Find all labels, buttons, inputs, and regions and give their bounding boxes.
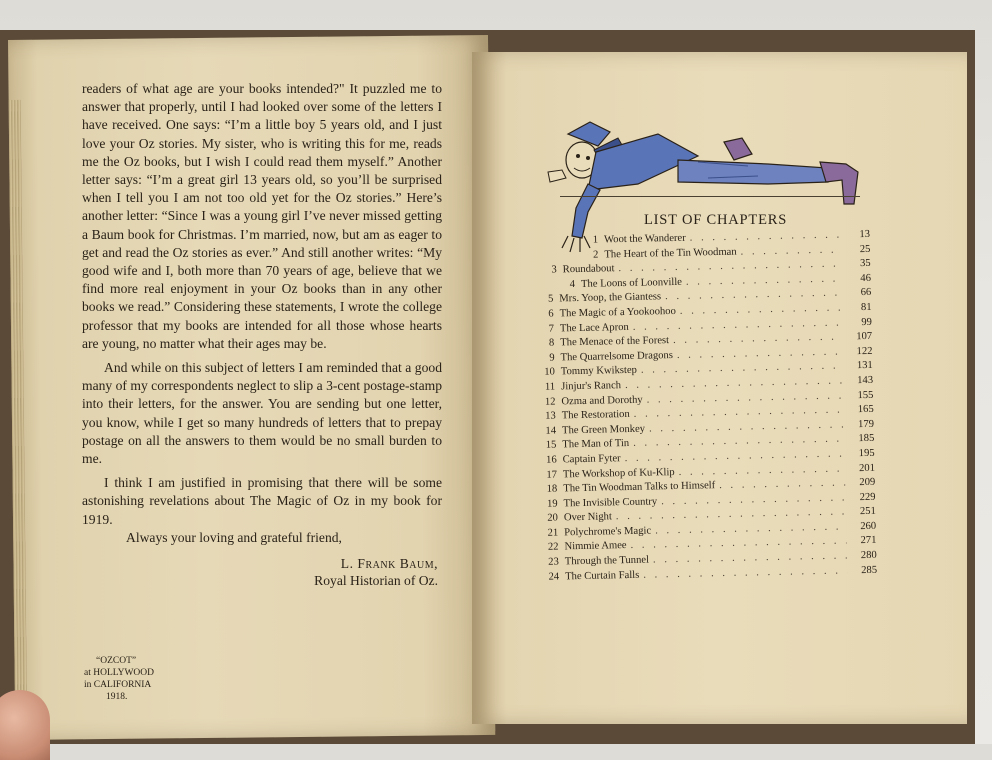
- paragraph: I think I am justified in promising that there will be some astonishing revelations about The Magic of Oz in my book for 1919.: [82, 475, 442, 527]
- chapter-page: 25: [859, 243, 871, 255]
- chapter-number: 15: [545, 439, 557, 452]
- chapter-number: 7: [548, 323, 555, 335]
- chapter-number: 24: [548, 571, 560, 583]
- chapter-number: 10: [544, 366, 555, 379]
- chapter-page: 201: [858, 462, 876, 474]
- chapter-number: 12: [544, 396, 556, 408]
- chapter-title: Mrs. Yoop, the Giantess: [559, 291, 662, 305]
- chapter-number: 14: [545, 425, 557, 437]
- chapter-page: 285: [861, 564, 878, 576]
- chapter-page: 155: [857, 389, 874, 401]
- chapter-number: 4: [569, 278, 576, 290]
- chapter-number: 11: [544, 381, 556, 393]
- chapter-title: The Restoration: [561, 409, 630, 422]
- chapter-number: 5: [547, 293, 554, 306]
- chapter-number: 1: [592, 234, 599, 246]
- chapter-list: [530, 229, 877, 586]
- chapter-title: Through the Tunnel: [564, 554, 650, 568]
- thumb: [0, 690, 50, 760]
- leader-dots: [673, 332, 842, 347]
- chapter-number: 16: [545, 454, 557, 466]
- chapter-number: 13: [545, 410, 556, 422]
- paragraph: readers of what age are your books intended?" It puzzled me to answer that properly, until I had looked over some of the letters I have received. One says: “I’m a little boy 5 years old, and I just love your Oz stories. My sister, who is writing this for me, reads me the Oz books, but I wish I could read them myself.” Another letter says: “I’m a great girl 13 years old, so you’ll be surprised when I tell you I am not too old yet for the Oz stories.” Here’s another letter: “Since I was a young girl I’ve never missed getting a Baum book for Christmas. I’m married, now, but am as eager to get and read the Oz stories as ever.” And still another writes: “My good wife and I, both more than 70 years of age, believe that we find more real enjoyment in your Oz books than in any other books we read.” Considering these statements, I wrote the college professor that my books are intended for all those whose hearts are young, no matter what their ages may be.: [82, 81, 442, 351]
- chapter-number: 17: [546, 468, 558, 481]
- dateline: [84, 655, 174, 703]
- signature-title: Royal Historian of Oz.: [314, 573, 438, 589]
- chapter-title: Roundabout: [562, 263, 615, 276]
- chapter-number: 20: [547, 512, 559, 524]
- chapter-page: 229: [859, 491, 876, 503]
- chapter-title: Ozma and Dorothy: [561, 394, 643, 407]
- chapter-number: 9: [549, 352, 555, 364]
- chapter-number: 6: [548, 308, 554, 320]
- chapter-title: Woot the Wanderer: [603, 232, 686, 246]
- chapter-page: 165: [857, 403, 874, 416]
- paragraph: And while on this subject of letters I am reminded that a good many of my correspondents neglect to slip a 3-cent postage-stamp into their letters, for the answer. You are sending but one letter, you know, while I get so many hundreds of letters that to prepay postage on all the answers to them would be no small burden to me.: [82, 360, 442, 467]
- chapter-page: 179: [858, 418, 875, 430]
- chapter-title: The Man of Tin: [562, 438, 630, 451]
- chapter-page: 209: [859, 476, 876, 489]
- chapter-number: 8: [548, 337, 555, 349]
- leader-dots: [719, 478, 845, 492]
- chapter-page: 13: [859, 228, 871, 241]
- signature: [82, 555, 442, 589]
- dateline-line: “OZCOT”: [96, 656, 137, 666]
- chapter-number: 3: [551, 264, 557, 276]
- chapter-title: The Green Monkey: [561, 423, 646, 437]
- chapter-title: The Menace of the Forest: [560, 335, 670, 349]
- chapter-title: The Heart of the Tin Woodman: [604, 246, 737, 261]
- leader-dots: [680, 302, 842, 316]
- chapters-title: LIST OF CHAPTERS: [644, 212, 788, 228]
- chapter-title: The Tin Woodman Talks to Himself: [563, 480, 716, 495]
- leader-dots: [677, 346, 843, 360]
- leader-dots: [686, 273, 841, 287]
- chapter-title: The Curtain Falls: [565, 569, 640, 582]
- closing-line: Always your loving and grateful friend,: [126, 529, 342, 545]
- chapter-title: Nimmie Amee: [564, 540, 627, 553]
- signature-name: L. Frank Baum,: [340, 556, 438, 572]
- chapter-title: Jinjur's Ranch: [561, 380, 622, 393]
- chapter-page: 280: [860, 549, 877, 562]
- chapter-title: The Invisible Country: [563, 496, 658, 510]
- dateline-line: at HOLLYWOOD: [84, 668, 155, 678]
- chapter-number: 2: [592, 249, 599, 261]
- chapter-number: 19: [546, 498, 558, 510]
- leader-dots: [679, 463, 846, 477]
- chapter-number: 18: [546, 483, 558, 495]
- chapter-page: 35: [859, 258, 871, 270]
- chapter-number: 23: [548, 556, 559, 568]
- chapter-title: Polychrome's Magic: [564, 525, 652, 539]
- chapter-page: 185: [858, 433, 875, 445]
- leader-dots: [690, 230, 841, 244]
- chapter-number: 21: [547, 527, 559, 539]
- chapter-page: 260: [860, 520, 877, 533]
- chapter-page: 131: [856, 360, 873, 372]
- chapter-page: 122: [856, 345, 873, 357]
- chapter-title: The Lace Apron: [559, 321, 629, 334]
- chapter-page: 271: [860, 535, 877, 547]
- chapter-number: 22: [547, 541, 559, 554]
- chapter-page: 107: [856, 331, 873, 343]
- chapter-title: The Quarrelsome Dragons: [560, 349, 674, 364]
- dateline-line: in CALIFORNIA: [84, 680, 152, 690]
- chapter-title: Captain Fyter: [562, 453, 621, 466]
- chapter-page: 99: [861, 316, 872, 328]
- chapter-title: Tommy Kwikstep: [560, 365, 638, 378]
- chapter-page: 81: [860, 301, 872, 314]
- chapter-page: 251: [859, 506, 876, 518]
- chapter-page: 143: [857, 374, 874, 387]
- chapter-page: 66: [860, 287, 872, 299]
- leader-dots: [665, 288, 841, 303]
- chapter-title: The Loons of Loonville: [580, 276, 683, 290]
- chapter-page: 46: [860, 272, 872, 284]
- chapter-title: The Workshop of Ku-Klip: [562, 466, 675, 480]
- leader-dots: [741, 244, 841, 257]
- chapter-title: Over Night: [563, 511, 612, 524]
- chapter-page: 195: [858, 447, 875, 460]
- chapter-title: The Magic of a Yookoohoo: [559, 305, 676, 320]
- dateline-line: 1918.: [106, 692, 128, 702]
- left-page-text: [82, 80, 442, 589]
